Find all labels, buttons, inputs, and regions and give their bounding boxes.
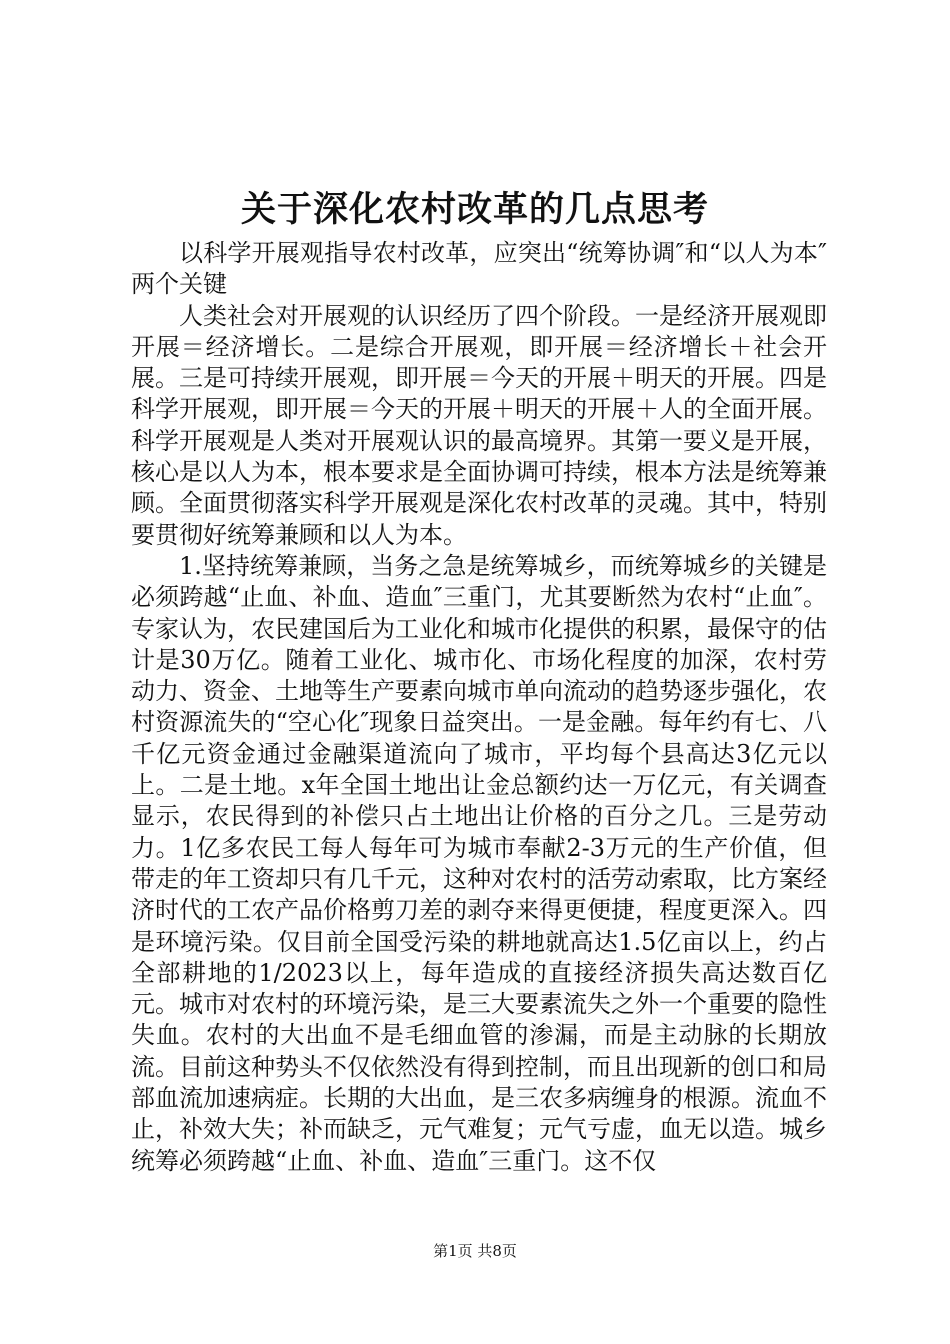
document-body (131, 238, 827, 1177)
document-title: 关于深化农村改革的几点思考 (240, 189, 709, 230)
paragraph-urban-rural-coordination: 1.坚持统筹兼顾，当务之急是统筹城乡，而统筹城乡的关键是必须跨越“止血、补血、造血″三重门，尤其要断然为农村“止血″。专家认为，农民建国后为工业化和城市化提供的积累，最保守的估计是30万亿。随着工业化、城市化、市场化程度的加深，农村劳动力、资金、土地等生产要素向城市单向流动的趋势逐步强化，农村资源流失的“空心化″现象日益突出。一是金融。每年约有七、八千亿元资金通过金融渠道流向了城市，平均每个县高达3亿元以上。二是土地。x年全国土地出让金总额约达一万亿元，有关调查显示，农民得到的补偿只占土地出让价格的百分之几。三是劳动力。1亿多农民工每人每年可为城市奉献2-3万元的生产价值，但带走的年工资却只有几千元，这种对农村的活劳动索取，比方案经济时代的工农产品价格剪刀差的剥夺来得更便捷，程度更深入。四是环境污染。仅目前全国受污染的耕地就高达1.5亿亩以上，约占全部耕地的1/2023以上，每年造成的直接经济损失高达数百亿元。城市对农村的环境污染，是三大要素流失之外一个重要的隐性失血。农村的大出血不是毛细血管的渗漏，而是主动脉的长期放流。目前这种势头不仅依然没有得到控制，而且出现新的创口和局部血流加速病症。长期的大出血，是三农多病缠身的根源。流血不止，补效大失；补而缺乏，元气难复；元气亏虚，血无以造。城乡统筹必须跨越“止血、补血、造血″三重门。这不仅 (131, 551, 827, 1175)
paragraph-intro: 以科学开展观指导农村改革，应突出“统筹协调″和“以人为本″两个关键 (131, 239, 827, 299)
page-footer: 第1页 共8页 (433, 1242, 517, 1260)
paragraph-development-stages: 人类社会对开展观的认识经历了四个阶段。一是经济开展观即开展＝经济增长。二是综合开展观，即开展＝经济增长＋社会开展。三是可持续开展观，即开展＝今天的开展＋明天的开展。四是科学开展观，即开展＝今天的开展＋明天的开展＋人的全面开展。科学开展观是人类对开展观认识的最高境界。其第一要义是开展，核心是以人为本，根本要求是全面协调可持续，根本方法是统筹兼顾。全面贯彻落实科学开展观是深化农村改革的灵魂。其中，特别要贯彻好统筹兼顾和以人为本。 (131, 301, 827, 549)
